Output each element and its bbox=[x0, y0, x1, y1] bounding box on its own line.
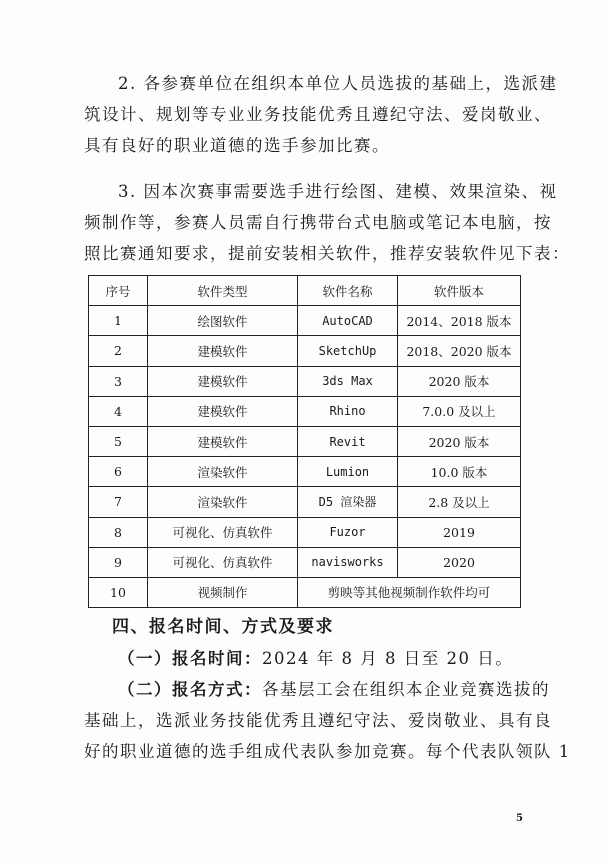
section-heading: 四、报名时间、方式及要求 bbox=[112, 617, 334, 637]
table-row bbox=[89, 577, 521, 607]
cell-no: 1 bbox=[89, 306, 148, 336]
table-row bbox=[89, 487, 521, 517]
registration-method bbox=[84, 674, 550, 705]
table-row bbox=[89, 547, 521, 577]
cell-no: 7 bbox=[89, 487, 148, 517]
cell-version: 2.8 及以上 bbox=[398, 487, 521, 517]
cell-type: 视频制作 bbox=[148, 577, 298, 607]
method-label: （二）报名方式： bbox=[118, 680, 262, 699]
table-row bbox=[89, 366, 521, 396]
cell-note: 剪映等其他视频制作软件均可 bbox=[298, 577, 521, 607]
cell-no: 3 bbox=[89, 366, 148, 396]
table-row bbox=[89, 306, 521, 336]
cell-type: 建模软件 bbox=[148, 336, 298, 366]
paragraph-3 bbox=[84, 176, 570, 269]
paragraph-line: 照比赛通知要求，提前安装相关软件，推荐安装软件见下表： bbox=[84, 244, 570, 263]
cell-type: 绘图软件 bbox=[148, 306, 298, 336]
paragraph-line: 基础上，选派业务技能优秀且遵纪守法、爱岗敬业、具有良 bbox=[84, 711, 552, 730]
cell-no: 9 bbox=[89, 547, 148, 577]
table-row bbox=[89, 517, 521, 547]
paragraph-line: 具有良好的职业道德的选手参加比赛。 bbox=[84, 136, 390, 155]
header-cell-no: 序号 bbox=[89, 276, 148, 306]
cell-name: Revit bbox=[298, 426, 398, 456]
cell-no: 2 bbox=[89, 336, 148, 366]
cell-name: Rhino bbox=[298, 396, 398, 426]
paragraph-line: 频制作等，参赛人员需自行携带台式电脑或笔记本电脑，按 bbox=[84, 213, 552, 232]
cell-type: 建模软件 bbox=[148, 396, 298, 426]
header-cell-version: 软件版本 bbox=[398, 276, 521, 306]
paragraph-line: 好的职业道德的选手组成代表队参加竞赛。每个代表队领队 1 bbox=[84, 742, 571, 761]
table-row bbox=[89, 426, 521, 456]
cell-version: 2020 版本 bbox=[398, 426, 521, 456]
cell-name: 3ds Max bbox=[298, 366, 398, 396]
cell-no: 5 bbox=[89, 426, 148, 456]
paragraph-line: 3. 因本次赛事需要选手进行绘图、建模、效果渲染、视 bbox=[118, 182, 558, 201]
cell-version: 2019 bbox=[398, 517, 521, 547]
cell-name: AutoCAD bbox=[298, 306, 398, 336]
cell-version: 2014、2018 版本 bbox=[398, 306, 521, 336]
cell-name: D5 渲染器 bbox=[298, 487, 398, 517]
cell-no: 8 bbox=[89, 517, 148, 547]
header-cell-name: 软件名称 bbox=[298, 276, 398, 306]
section-4 bbox=[84, 612, 571, 767]
cell-version: 2020 bbox=[398, 547, 521, 577]
cell-type: 渲染软件 bbox=[148, 457, 298, 487]
cell-version: 2020 版本 bbox=[398, 366, 521, 396]
cell-version: 10.0 版本 bbox=[398, 457, 521, 487]
cell-name: navisworks bbox=[298, 547, 398, 577]
cell-type: 渲染软件 bbox=[148, 487, 298, 517]
cell-type: 可视化、仿真软件 bbox=[148, 517, 298, 547]
time-label: （一）报名时间： bbox=[118, 649, 262, 668]
software-table bbox=[88, 275, 521, 608]
cell-no: 4 bbox=[89, 396, 148, 426]
cell-no: 10 bbox=[89, 577, 148, 607]
cell-name: Lumion bbox=[298, 457, 398, 487]
table-row bbox=[89, 396, 521, 426]
paragraph-2 bbox=[84, 68, 558, 161]
cell-type: 建模软件 bbox=[148, 426, 298, 456]
table-header-row bbox=[89, 276, 521, 306]
method-text: 各基层工会在组织本企业竞赛选拔的 bbox=[262, 680, 550, 699]
table-row bbox=[89, 336, 521, 366]
cell-type: 可视化、仿真软件 bbox=[148, 547, 298, 577]
cell-name: Fuzor bbox=[298, 517, 398, 547]
page-number: 5 bbox=[516, 813, 523, 824]
paragraph-line: 筑设计、规划等专业业务技能优秀且遵纪守法、爱岗敬业、 bbox=[84, 105, 552, 124]
cell-version: 7.0.0 及以上 bbox=[398, 396, 521, 426]
registration-time bbox=[84, 643, 524, 674]
cell-type: 建模软件 bbox=[148, 366, 298, 396]
table-row bbox=[89, 457, 521, 487]
cell-name: SketchUp bbox=[298, 336, 398, 366]
header-cell-type: 软件类型 bbox=[148, 276, 298, 306]
time-value: 2024 年 8 月 8 日至 20 日。 bbox=[262, 649, 514, 668]
paragraph-line: 2. 各参赛单位在组织本单位人员选拔的基础上，选派建 bbox=[118, 74, 558, 93]
cell-no: 6 bbox=[89, 457, 148, 487]
cell-version: 2018、2020 版本 bbox=[398, 336, 521, 366]
